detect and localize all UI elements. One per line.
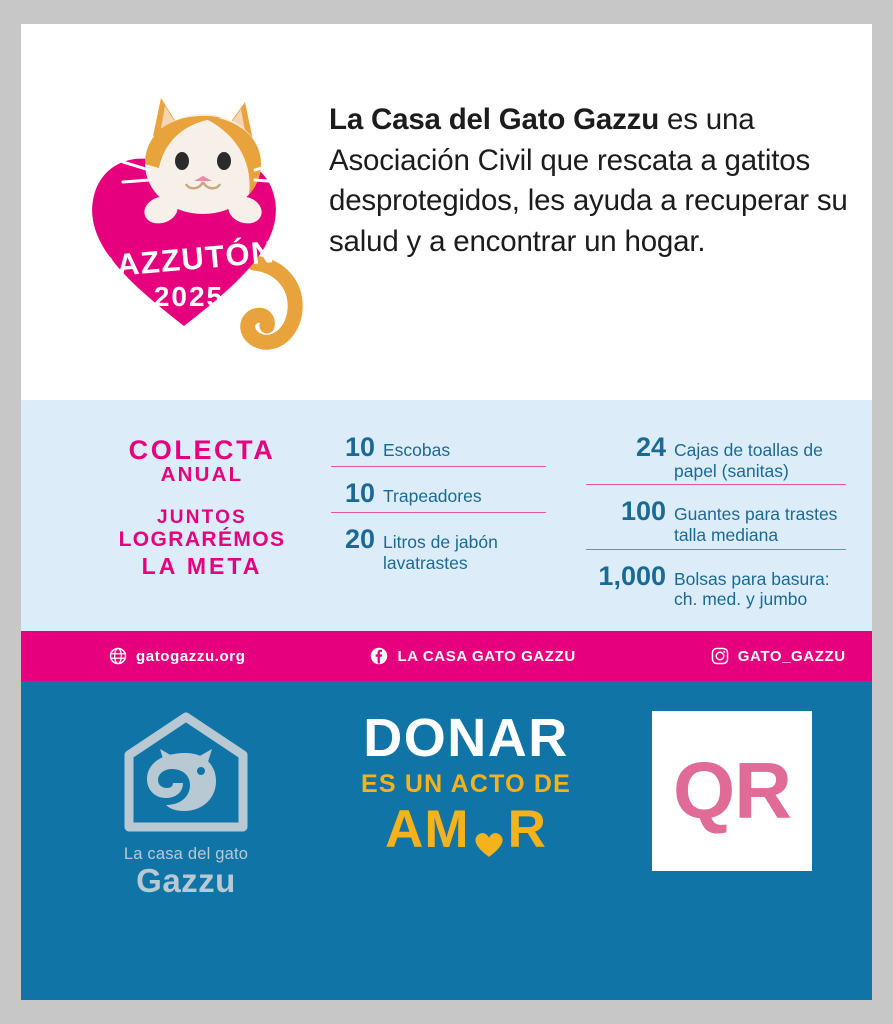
donate-line-3-a: AM [385,800,470,859]
donate-slogan [321,708,611,859]
instagram-icon [711,647,729,665]
item-quantity: 24 [635,432,666,462]
footer-brand [96,709,276,900]
item-label: Trapeadores [383,486,482,506]
footer-brand-sub: La casa del gato [123,845,249,863]
footer-section [21,681,872,1000]
collection-title-line3: JUNTOS [157,506,247,528]
cat-heart-logo-icon [49,58,319,358]
item-quantity: 1,000 [598,560,666,591]
collection-title-line5: LA META [141,552,263,579]
collection-title-line1: COLECTA [128,435,276,465]
list-item [331,432,546,467]
donate-line-2: ES UN ACTO DE [360,770,572,798]
list-item [586,561,846,613]
gazzuton-logo [49,58,319,358]
collection-list-left [331,432,546,587]
collection-title [93,436,311,580]
list-item [586,496,846,549]
house-cat-icon [121,709,251,834]
donate-line-1: DONAR [363,708,569,768]
item-label: Bolsas para basura: ch. med. y jumbo [674,568,830,610]
collection-title-line4: LOGRARÉMOS [118,528,286,552]
social-facebook-label: LA CASA GATO GAZZU [397,647,576,665]
item-quantity: 10 [344,478,375,508]
item-label: Escobas [383,440,451,460]
intro-bold-text: La Casa del Gato Gazzu [329,103,660,136]
donate-line-3-b: R [507,800,547,859]
qr-code[interactable] [652,711,812,871]
collection-title-line2: ANUAL [160,463,244,487]
intro-rest-text: es una Asociación Civil que rescata a gatitos desprotegidos, les ayuda a recuperar su salud y a encontrar un hogar. [329,103,848,259]
social-instagram-label: GATO_GAZZU [737,647,846,665]
logo-year: 2025 [153,281,225,312]
social-instagram[interactable] [711,647,846,665]
item-label: Litros de jabón lavatrastes [383,532,498,573]
facebook-icon [370,647,388,665]
intro-section [21,24,872,400]
social-bar [21,631,872,681]
collection-list-right [586,432,846,624]
globe-icon [109,647,127,665]
item-label: Guantes para trastes talla mediana [674,504,838,545]
social-facebook[interactable] [370,647,575,665]
qr-label: QR [673,746,791,835]
logo-title: GAZZUTÓN [89,234,277,286]
donate-line-3 [321,800,611,859]
footer-brand-name: Gazzu [136,862,236,899]
collection-section [21,400,872,631]
heart-icon [472,816,506,850]
list-item [331,524,546,576]
item-quantity: 10 [344,432,375,462]
item-label: Cajas de toallas de papel (sanitas) [674,440,823,481]
list-item [331,478,546,513]
list-item [586,432,846,485]
item-quantity: 100 [620,496,666,527]
intro-paragraph [329,100,849,263]
item-quantity: 20 [344,524,375,554]
social-website[interactable] [109,647,245,665]
poster [21,24,872,1000]
social-website-label: gatogazzu.org [136,647,246,665]
